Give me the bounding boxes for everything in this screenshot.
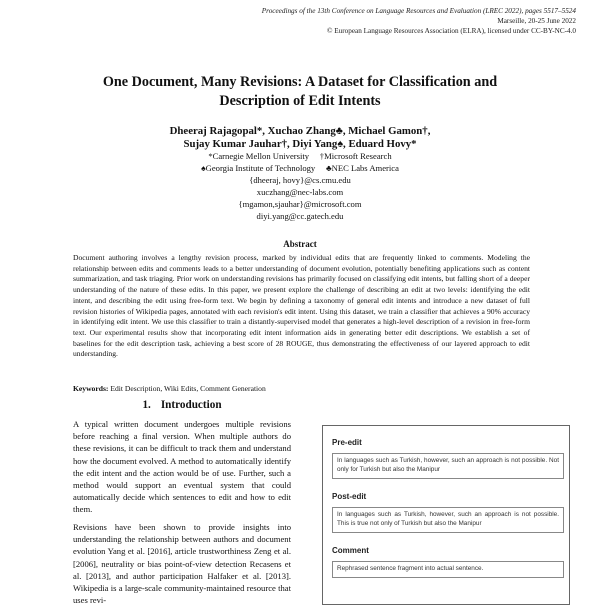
- conference-header: [216, 6, 576, 36]
- abstract-heading: Abstract: [283, 239, 317, 249]
- paper-title: [40, 73, 560, 111]
- comment-text: Rephrased sentence fragment into actual sentence.: [332, 561, 564, 578]
- title-line-1: One Document, Many Revisions: A Dataset for Classification and: [102, 74, 498, 90]
- affiliation-line-1: *Carnegie Mellon University †Microsoft Research: [208, 151, 392, 161]
- section-number: 1.: [142, 399, 151, 411]
- keywords-label: Keywords:: [73, 384, 109, 393]
- affiliations: [60, 150, 540, 222]
- section-title: Introduction: [160, 399, 222, 411]
- keywords: [73, 384, 530, 394]
- email-3: {mgamon,sjauhar}@microsoft.com: [238, 199, 362, 209]
- author-list: [60, 125, 540, 151]
- comment-label: Comment: [332, 546, 369, 555]
- section-heading: [73, 399, 291, 411]
- authors-line-2: Sujay Kumar Jauhar†, Diyi Yang♠, Eduard Hovy*: [183, 138, 417, 150]
- email-4: diyi.yang@cc.gatech.edu: [256, 211, 344, 221]
- pre-edit-text: In languages such as Turkish, however, such an approach is not possible. Not only for Turkish but also the Manipur: [332, 453, 564, 479]
- post-edit-label: Post-edit: [332, 492, 367, 501]
- affiliation-line-2: ♠Georgia Institute of Technology ♣NEC Labs America: [201, 163, 399, 173]
- header-proceedings: Proceedings of the 13th Conference on Language Resources and Evaluation (LREC 2022), pages 5517–5524: [261, 7, 576, 15]
- authors-line-1: Dheeraj Rajagopal*, Xuchao Zhang♣, Michael Gamon†,: [169, 125, 431, 137]
- abstract-text: Document authoring involves a lengthy revision process, marked by individual edits that are frequently linked to comments. Modeling the relationship between edits and comments leads to a better understanding of document evolution, potentially benefiting applications such as content summarization, and task triaging. Prior work on understanding revisions has primarily focused on classifying edit intents, but falling short of a deeper understanding of the nature of these edits. In this paper, we present explore the challenge of describing an edit at two levels: identifying the edit intent, and describing the edit using free-form text. We begin by defining a taxonomy of general edit intents and introduce a new dataset of full revision histories of Wikipedia pages, annotated with each revision's edit intent. Using this dataset, we train a classifier that achieves a 90% accuracy in identifying edit intent. We use this classifier to train a distantly-supervised model that generates a high-level description of a revision in free-form text. Our experimental results show that incorporating edit intent information aids in generating better edit descriptions. We establish a set of baselines for the edit description task, achieving a best score of 28 ROUGE, thus demonstrating the effectiveness of our layered approach to edit understanding.: [73, 253, 530, 359]
- keywords-text: Edit Description, Wiki Edits, Comment Generation: [110, 384, 266, 393]
- pre-edit-label: Pre-edit: [332, 438, 362, 447]
- intro-paragraph-1: A typical written document undergoes multiple revisions before reaching a final version. When multiple authors do these revisions, it can be difficult to track them and understand how the document evolved. A method to automatically identify the edit intent and the action would be of use. Further, such a method would support an eventual system that could automatically decide which sentences to edit and how to edit them.: [73, 419, 291, 515]
- post-edit-text: In languages such as Turkish, however, such an approach is not possible. This is true not only of Turkish but also the Manipur: [332, 507, 564, 533]
- edit-example-figure: [322, 425, 570, 605]
- email-2: xuczhang@nec-labs.com: [256, 187, 344, 197]
- title-line-2: Description of Edit Intents: [219, 93, 381, 109]
- header-location: Marseille, 20-25 June 2022: [497, 17, 576, 25]
- header-license: © European Language Resources Association (ELRA), licensed under CC-BY-NC-4.0: [327, 27, 576, 35]
- email-1: {dheeraj, hovy}@cs.cmu.edu: [249, 175, 351, 185]
- intro-paragraph-2: Revisions have been shown to provide insights into understanding the relationship between authors and document evolution Yang et al. [2016], article trustworthiness Zeng et al. [2006], neutrality or bias point-of-view detection Recasens et al. [2013], and author participation Halfaker et al. [2013]. Wikipedia is a large-scale community-maintained resource that uses revi-: [73, 522, 291, 606]
